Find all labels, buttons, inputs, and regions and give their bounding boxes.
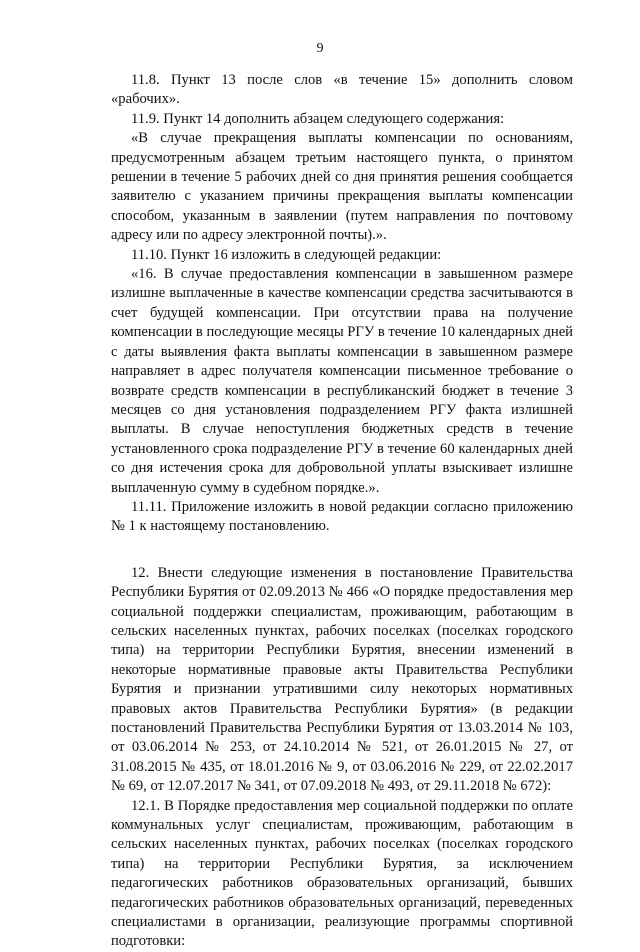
paragraph-12-1: 12.1. В Порядке предоставления мер социальной поддержки по оплате коммунальных услуг специалистам, проживающим, работающим в сельских населенных пунктах, рабочих поселках (поселках городского типа) на территории Республики Бурятия, за исключением педагогических работников образовательных организаций, бывших педагогических работников образовательных организаций, переведенных специалистами в организации, реализующие программы спортивной подготовки:	[111, 797, 573, 950]
paragraph-12: 12. Внести следующие изменения в постановление Правительства Республики Бурятия от 02.09.2013 № 466 «О порядке предоставления мер социальной поддержки специалистам, проживающим, работающим в сельских населенных пунктах, рабочих поселках (поселках городского типа) на территории Республики Бурятия, внесении изменений в некоторые нормативные правовые акты Правительства Республики Бурятия и признании утратившими силу некоторых нормативных правовых актов Правительства Республики Бурятия» (в редакции постановлений Правительства Республики Бурятия от 13.03.2014 № 103, от 03.06.2014 № 253, от 24.10.2014 № 521, от 26.01.2015 № 27, от 31.08.2015 № 435, от 18.01.2016 № 9, от 03.06.2016 № 229, от 22.02.2017 № 69, от 12.07.2017 № 341, от 07.09.2018 № 493, от 29.11.2018 № 672):	[111, 564, 573, 795]
page-number: 9	[316, 41, 324, 56]
paragraph-11-9: 11.9. Пункт 14 дополнить абзацем следующего содержания:	[131, 110, 505, 127]
paragraph-11-10: 11.10. Пункт 16 изложить в следующей редакции:	[131, 246, 442, 263]
document-body	[111, 71, 573, 952]
paragraph-11-10-quote: «16. В случае предоставления компенсации в завышенном размере излишне выплаченные в качестве компенсации средства засчитываются в счет будущей компенсации. При отсутствии права на получение компенсации в последующие месяцы РГУ в течение 10 календарных дней с даты выявления факта выплаты компенсации в завышенном размере направляет в адрес получателя компенсации письменное требование о возврате средств компенсации в республиканский бюджет в течение 3 месяцев со дня установления подразделением РГУ факта излишней выплаты. В случае непоступления бюджетных средств в течение установленного срока подразделение РГУ в течение 60 календарных дней со дня истечения срока для добровольной уплаты взыскивает излишне выплаченную сумму в судебном порядке.».	[111, 266, 573, 496]
paragraph-11-8: 11.8. Пункт 13 после слов «в течение 15» дополнить словом «рабочих».	[111, 72, 573, 108]
paragraph-11-9-quote: «В случае прекращения выплаты компенсации по основаниям, предусмотренным абзацем третьим настоящего пункта, о принятом решении в течение 5 рабочих дней со дня принятия решения сообщается заявителю с указанием причины прекращения выплаты компенсации способом, указанным в заявлении (путем направления по почтовому адресу или по адресу электронной почты).».	[111, 130, 573, 244]
paragraph-11-11: 11.11. Приложение изложить в новой редакции согласно приложению № 1 к настоящему постановлению.	[111, 498, 573, 535]
